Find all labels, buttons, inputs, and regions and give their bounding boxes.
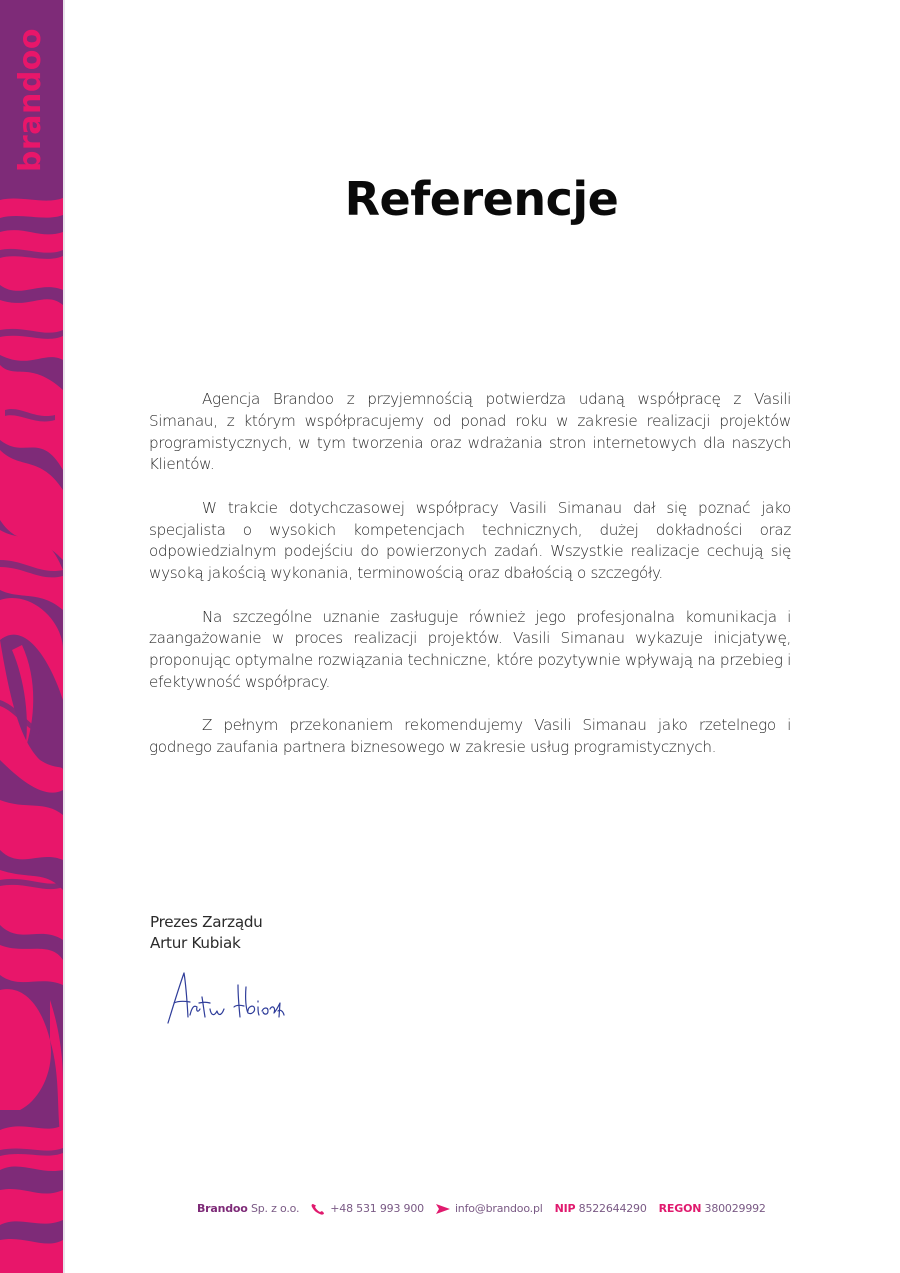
paragraph-2: W trakcie dotychczasowej współpracy Vasili Simanau dał się poznać jako specjalista o wysokich kompetencjach technicznych, dużej dokładności oraz odpowiedzialnym podejściu do powierzonych zadań. Wszystkie realizacje cechują się wysoką jakością wykonania, terminowością oraz dbałością o szczegóły.: [149, 498, 791, 583]
footer-phone[interactable]: +48 531 993 900: [330, 1202, 424, 1215]
paragraph-1: Agencja Brandoo z przyjemnością potwierdza udaną współpracę z Vasili Simanau, z którym współpracujemy od ponad roku w zakresie realizacji projektów programistycznych, w tym tworzenia oraz wdrażania stron internetowych dla naszych Klientów.: [149, 390, 791, 474]
footer-nip-value: 8522644290: [578, 1202, 647, 1215]
footer-company-suffix: Sp. z o.o.: [250, 1202, 300, 1215]
document-title: Referencje: [344, 172, 619, 226]
signatory-position: Prezes Zarządu: [150, 913, 263, 931]
footer-nip-label: NIP: [554, 1202, 576, 1215]
send-arrow-icon: [436, 1203, 450, 1215]
footer-regon-value: 380029992: [704, 1202, 766, 1215]
brandoo-logo: brandoo: [13, 27, 48, 173]
footer-contact-bar: [197, 1202, 766, 1215]
signatory-name: Artur Kubiak: [150, 934, 241, 952]
footer-email[interactable]: info@brandoo.pl: [454, 1202, 543, 1215]
footer-company-name: Brandoo: [197, 1202, 248, 1215]
paragraph-3: Na szczególne uznanie zasługuje również jego profesjonalna komunikacja i zaangażowanie w proces realizacji projektów. Vasili Simanau wykazuje inicjatywę, proponując optymalne rozwiązania techniczne, które pozytywnie wpływają na przebieg i efektywność współpracy.: [149, 607, 791, 691]
signatory-block: [150, 912, 263, 954]
handwritten-signature-icon: [160, 965, 295, 1030]
letter-body: [149, 389, 791, 781]
paragraph-4: Z pełnym przekonaniem rekomendujemy Vasili Simanau jako rzetelnego i godnego zaufania partnera biznesowego w zakresie usług programistycznych.: [149, 716, 791, 757]
phone-icon: [311, 1203, 325, 1215]
footer-regon-label: REGON: [658, 1202, 702, 1215]
